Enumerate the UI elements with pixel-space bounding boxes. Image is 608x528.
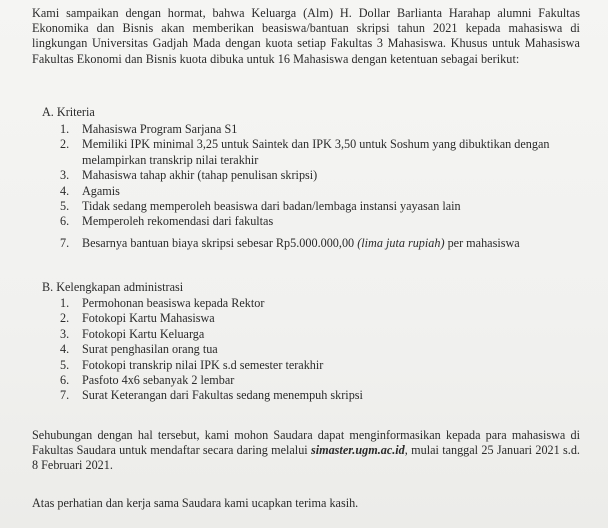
item-text: Permohonan beasiswa kepada Rektor: [82, 296, 265, 310]
list-item: [60, 388, 580, 403]
list-item: [60, 137, 580, 168]
intro-paragraph: [32, 6, 580, 67]
registration-link: simaster.ugm.ac.id: [310, 443, 405, 458]
admin-list: [60, 296, 580, 404]
item-number: 5.: [60, 357, 70, 372]
list-item: [60, 373, 580, 388]
list-item: [60, 199, 580, 214]
item-number: 2.: [60, 311, 70, 326]
item-text: Agamis: [82, 183, 120, 198]
item-number: 4.: [60, 342, 70, 357]
item-number: 6.: [60, 373, 70, 388]
item-number: 5.: [60, 199, 70, 214]
item-text: Pasfoto 4x6 sebanyak 2 lembar: [82, 373, 235, 388]
list-item: [60, 168, 580, 183]
list-item: [60, 311, 580, 326]
item-text: Fotokopi transkrip nilai IPK s.d semester terakhir: [82, 357, 324, 372]
item-number: 3.: [60, 326, 70, 341]
item-number: 1.: [60, 122, 70, 136]
item-number: 4.: [60, 183, 70, 198]
item-number: 7.: [60, 388, 70, 403]
list-item: [60, 122, 580, 137]
list-item: [60, 214, 580, 229]
item-text-italic: (lima juta rupiah): [357, 235, 445, 250]
item-text: Memiliki IPK minimal 3,25 untuk Saintek dan IPK 3,50 untuk Soshum yang dibuktikan dengan melampirkan transkrip nilai terakhir: [82, 137, 550, 167]
item-text: Besarnya bantuan biaya skripsi sebesar Rp5.000.000,00: [82, 235, 358, 250]
list-item: [60, 296, 580, 311]
item-text: Fotokopi Kartu Keluarga: [82, 326, 205, 341]
item-text: Mahasiswa tahap akhir (tahap penulisan skripsi): [82, 168, 318, 183]
thanks-text: Atas perhatian dan kerja sama Saudara kami ucapkan terima kasih.: [32, 496, 359, 510]
criteria-list: [60, 122, 580, 251]
list-item: [60, 327, 580, 342]
item-number: 1.: [60, 296, 70, 310]
section-b-title: B. Kelengkapan administrasi: [42, 280, 184, 294]
section-a-title: A. Kriteria: [42, 105, 95, 119]
closing-text-before: Sehubungan dengan hal tersebut, kami mohon Saudara dapat menginformasikan kepada para mahasiswa di Fakultas Saudara untuk mendaftar secara daring melalui: [32, 428, 580, 458]
closing-text-after: , mulai tanggal 25 Januari 2021 s.d. 8 Februari 2021.: [32, 443, 580, 473]
item-text: Fotokopi Kartu Mahasiswa: [82, 311, 215, 326]
item-text: Surat Keterangan dari Fakultas sedang menempuh skripsi: [82, 388, 363, 403]
list-item: [60, 184, 580, 199]
list-item: [60, 342, 580, 357]
list-item: [60, 236, 580, 251]
item-text: Memperoleh rekomendasi dari fakultas: [82, 214, 274, 229]
item-text: Tidak sedang memperoleh beasiswa dari badan/lembaga instansi yayasan lain: [82, 199, 461, 214]
item-number: 6.: [60, 214, 70, 229]
thanks-paragraph: [32, 496, 580, 511]
closing-text: [32, 428, 580, 474]
item-number: 2.: [60, 137, 70, 152]
item-text: Mahasiswa Program Sarjana S1: [82, 122, 238, 136]
closing-paragraph: [32, 428, 580, 474]
list-item: [60, 358, 580, 373]
item-text: Surat penghasilan orang tua: [82, 342, 218, 357]
item-number: 7.: [60, 235, 70, 250]
item-text-after: per mahasiswa: [444, 235, 520, 250]
intro-text: Kami sampaikan dengan hormat, bahwa Keluarga (Alm) H. Dollar Barlianta Harahap alumni Fakultas Ekonomika dan Bisnis akan memberikan beasiswa/bantuan skripsi tahun 2021 kepada mahasiswa di lingkungan Universitas Gadjah Mada dengan kuota setiap Fakultas 3 Mahasiswa. Khusus untuk Mahasiswa Fakultas Ekonomi dan Bisnis kuota dibuka untuk 16 Mahasiswa dengan ketentuan sebagai berikut:: [32, 6, 580, 66]
item-number: 3.: [60, 168, 70, 183]
